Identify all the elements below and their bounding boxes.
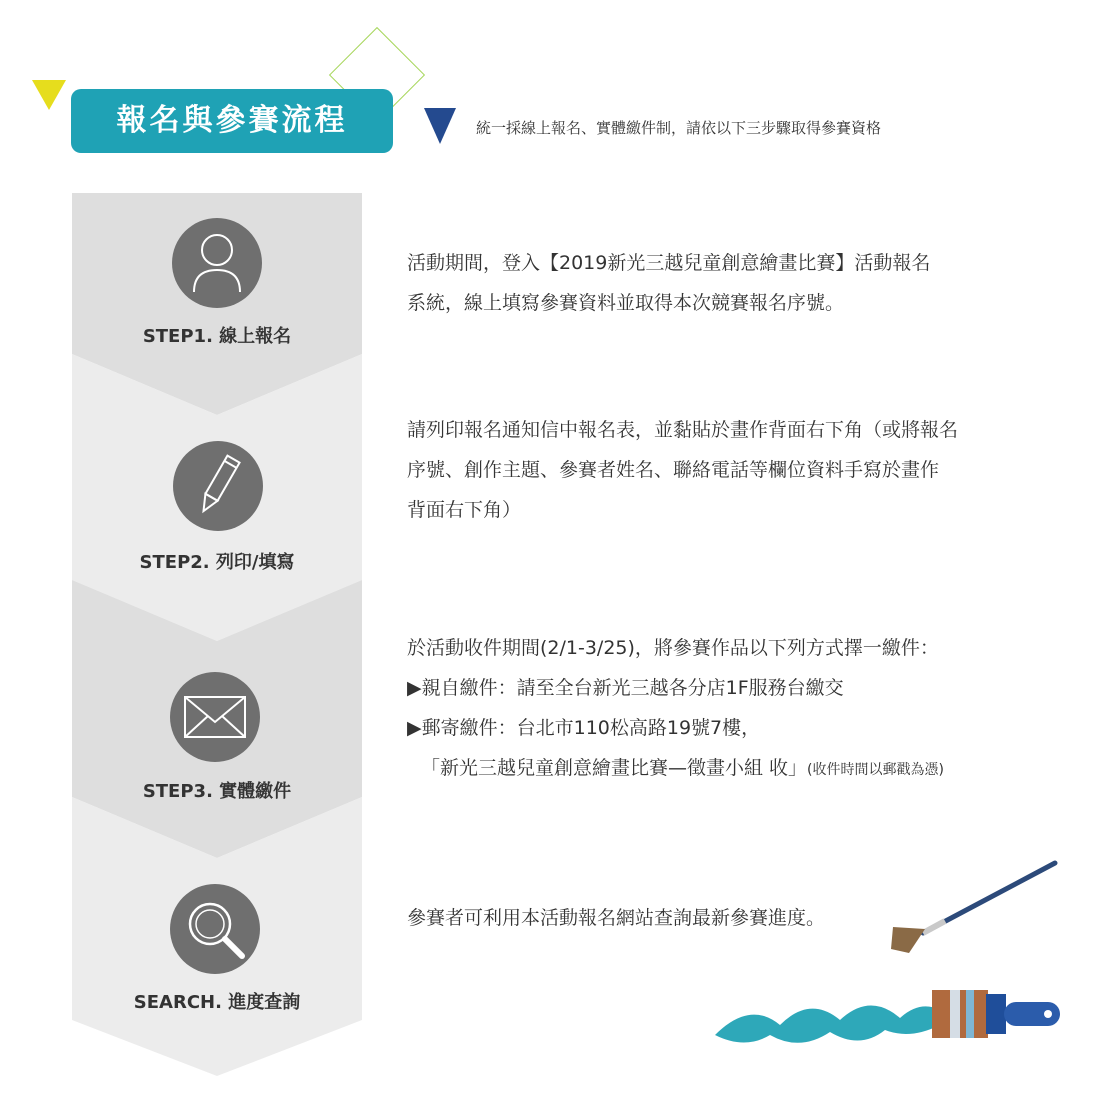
description-line-with-note: [407, 748, 944, 790]
description-line: ▶郵寄繳件：台北市110松高路19號7樓，: [407, 717, 761, 739]
roller-brush-icon: [710, 980, 1070, 1060]
step3-label: STEP3. 實體繳件: [142, 781, 292, 802]
postmark-note: (收件時間以郵戳為憑): [807, 762, 944, 778]
search-label: SEARCH. 進度查詢: [133, 992, 301, 1013]
description-line: 系統，線上填寫參賽資料並取得本次競賽報名序號。: [407, 292, 845, 314]
magnifier-icon: [170, 884, 260, 974]
step1-description: [407, 243, 930, 323]
description-line: 活動期間，登入【2019新光三越兒童創意繪畫比賽】活動報名: [407, 252, 931, 274]
description-line: ▶親自繳件：請至全台新光三越各分店1F服務台繳交: [407, 677, 844, 699]
page-title: 報名與參賽流程: [116, 103, 348, 138]
user-icon: [172, 218, 262, 308]
paintbrush-icon: [885, 855, 1065, 955]
step3-description: [407, 628, 944, 790]
description-line: 「新光三越兒童創意繪畫比賽—徵畫小組 收」: [421, 757, 808, 779]
description-line: 序號、創作主題、參賽者姓名、聯絡電話等欄位資料手寫於畫作: [407, 459, 940, 481]
search-description: [407, 898, 825, 938]
step1-label: STEP1. 線上報名: [142, 326, 292, 347]
step2-description: [407, 410, 958, 530]
description-line: 參賽者可利用本活動報名網站查詢最新參賽進度。: [407, 907, 826, 929]
pencil-icon: [173, 441, 263, 531]
step2-label: STEP2. 列印/填寫: [139, 552, 295, 573]
description-line: 請列印報名通知信中報名表，並黏貼於畫作背面右下角（或將報名: [407, 419, 959, 441]
page-subtitle: 統一採線上報名、實體繳件制，請依以下三步驟取得參賽資格: [476, 119, 882, 137]
description-line: 於活動收件期間(2/1-3/25)，將參賽作品以下列方式擇一繳件：: [407, 637, 939, 659]
envelope-icon: [170, 672, 260, 762]
description-line: 背面右下角）: [407, 499, 522, 521]
